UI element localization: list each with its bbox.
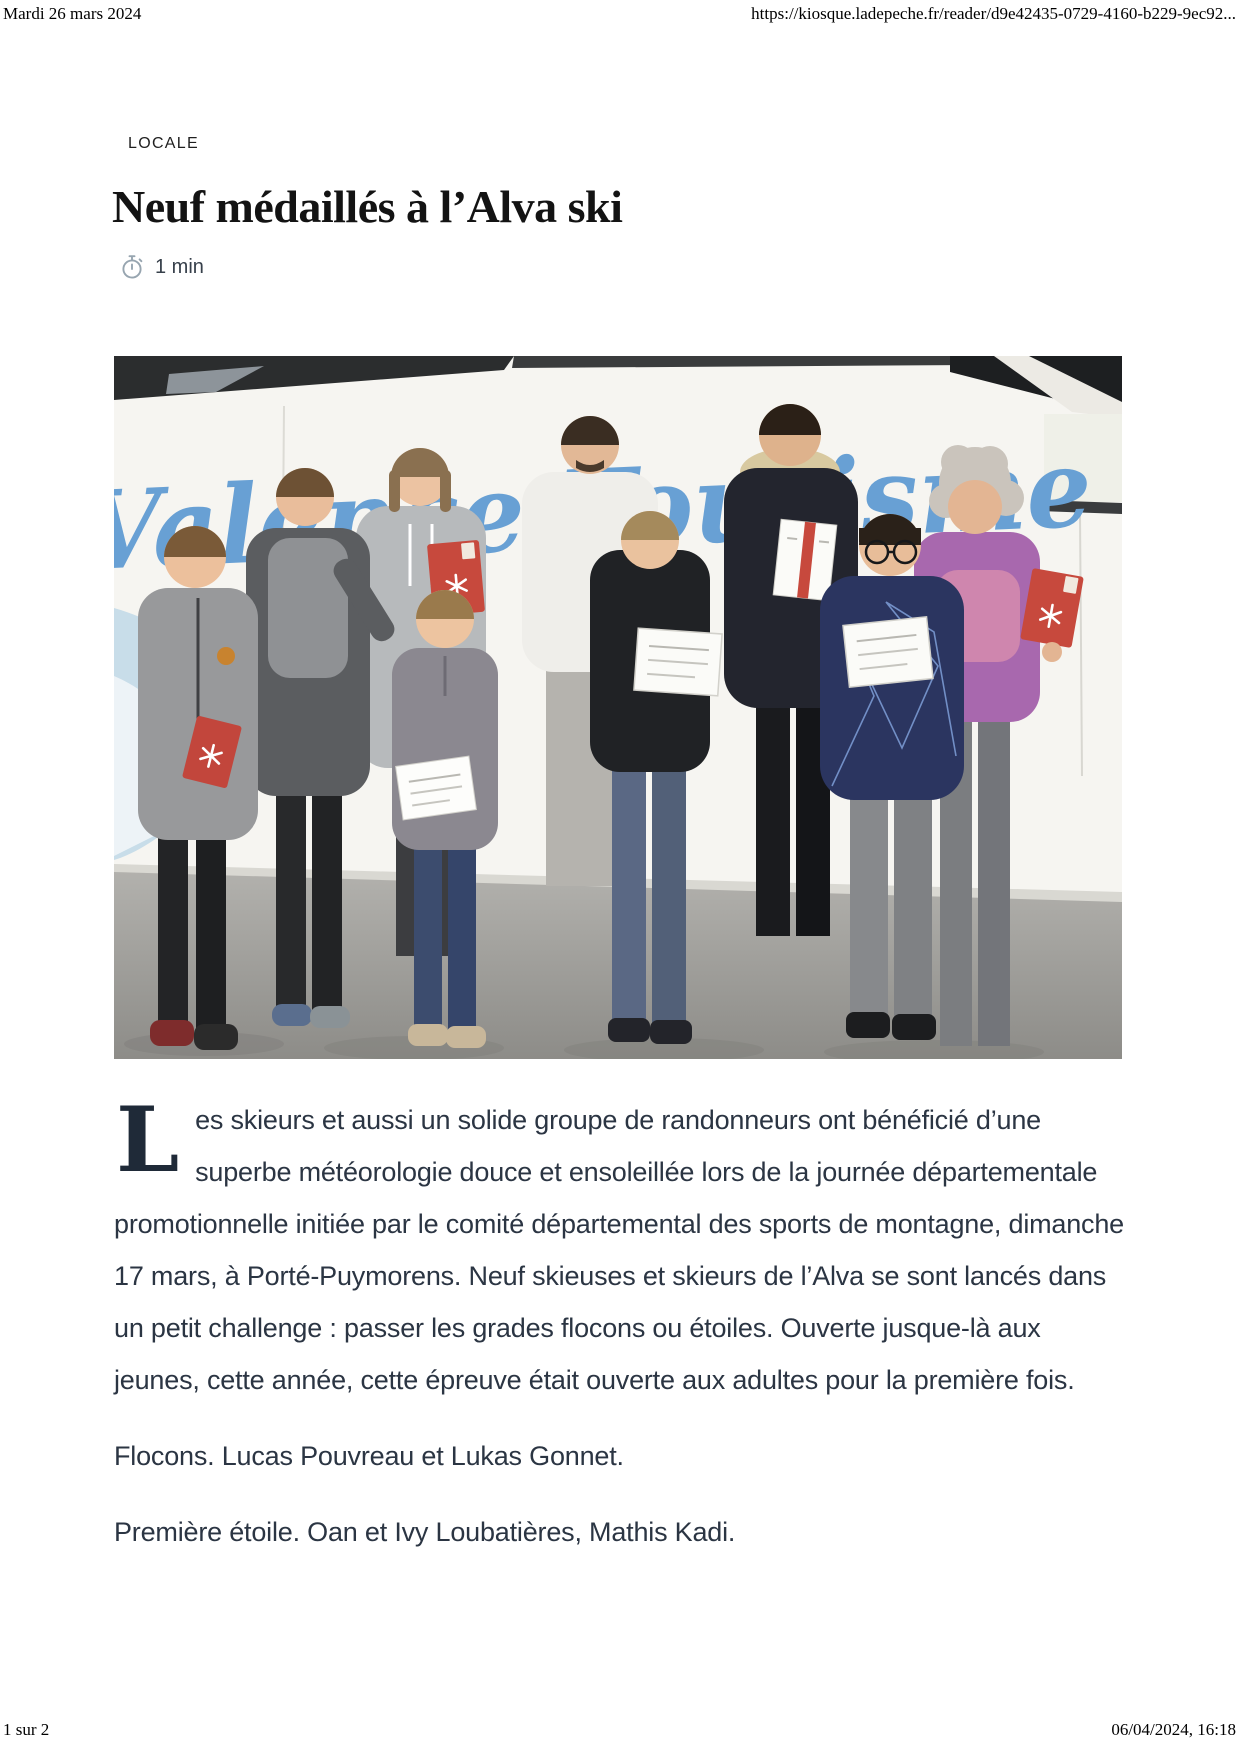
stopwatch-icon — [120, 254, 144, 280]
lead-paragraph — [114, 1087, 1128, 1406]
article-category: LOCALE — [128, 135, 199, 152]
print-footer — [3, 1720, 1236, 1740]
article-body — [114, 1087, 1128, 1582]
read-time — [120, 254, 204, 280]
certificate — [634, 628, 722, 696]
paragraph-premiere-etoile: Première étoile. Oan et Ivy Loubatières, Mathis Kadi. — [114, 1517, 736, 1547]
photo-illustration — [114, 356, 1122, 1059]
print-date: Mardi 26 mars 2024 — [3, 4, 142, 23]
print-timestamp: 06/04/2024, 16:18 — [1111, 1720, 1236, 1739]
certificate — [843, 617, 933, 687]
certificate — [396, 756, 477, 820]
article-photo — [114, 356, 1122, 1059]
drop-cap: L — [116, 1087, 180, 1193]
print-url: https://kiosque.ladepeche.fr/reader/d9e42435-0729-4160-b229-9ec92... — [751, 4, 1236, 23]
article-title: Neuf médaillés à l’Alva ski — [112, 181, 623, 232]
page-indicator: 1 sur 2 — [3, 1720, 50, 1739]
read-time-label: 1 min — [155, 255, 204, 278]
lead-paragraph-text: es skieurs et aussi un solide groupe de randonneurs ont bénéficié d’une superbe météorologie douce et ensoleillée lors de la journée départementale promotionnelle initiée par le comité départemental des sports de montagne, dimanche 17 mars, à Porté-Puymorens. Neuf skieuses et skieurs de l’Alva se sont lancés dans un petit challenge : passer les grades flocons ou étoiles. Ouverte jusque-là aux jeunes, cette année, cette épreuve était ouverte aux adultes pour la première fois. — [114, 1105, 1124, 1395]
print-header — [3, 4, 1236, 24]
certificate — [773, 519, 837, 600]
paragraph-flocons: Flocons. Lucas Pouvreau et Lukas Gonnet. — [114, 1441, 624, 1471]
